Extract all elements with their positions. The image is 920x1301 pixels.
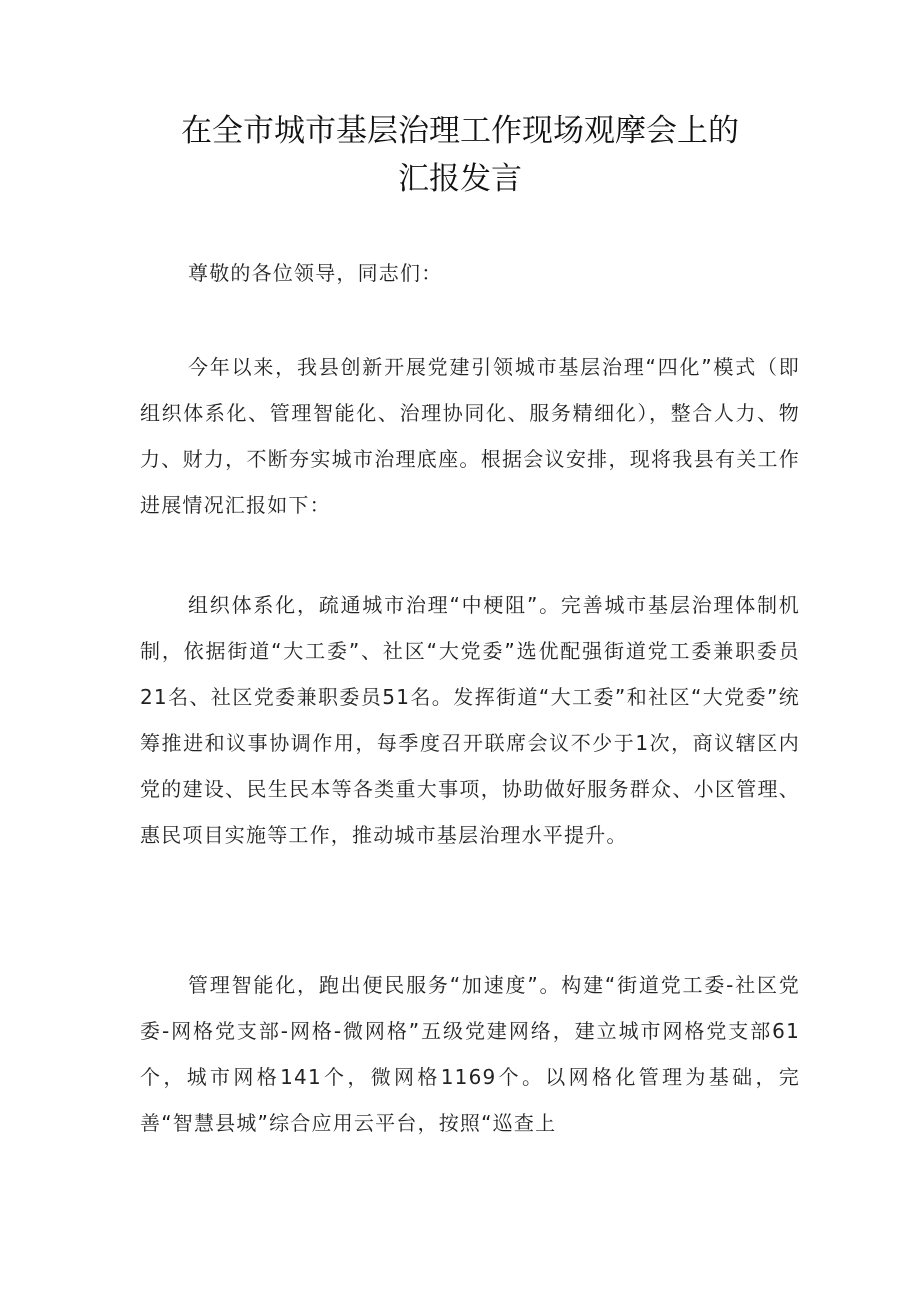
document-title-line-2: 汇报发言 <box>398 161 522 197</box>
organization-paragraph: 组织体系化，疏通城市治理“中梗阻”。完善城市基层治理体制机制，依据街道“大工委”、社区“大党委”选优配强街道党工委兼职委员21名、社区党委兼职委员51名。发挥街道“大工委”和社区“大党委”统筹推进和议事协调作用，每季度召开联席会议不少于1次，商议辖区内党的建设、民生民本等各类重大事项，协助做好服务群众、小区管理、惠民项目实施等工作，推动城市基层治理水平提升。 <box>140 593 800 847</box>
greeting-paragraph: 尊敬的各位领导，同志们： <box>188 261 443 285</box>
intro-paragraph: 今年以来，我县创新开展党建引领城市基层治理“四化”模式（即组织体系化、管理智能化、治理协同化、服务精细化），整合人力、物力、财力，不断夯实城市治理底座。根据会议安排，现将我县有关工作进展情况汇报如下： <box>140 355 800 517</box>
document-title-line-1: 在全市城市基层治理工作现场观摩会上的 <box>181 113 739 149</box>
management-paragraph: 管理智能化，跑出便民服务“加速度”。构建“街道党工委-社区党委-网格党支部-网格-微网格”五级党建网络，建立城市网格党支部61个，城市网格141个，微网格1169个。以网格化管理为基础，完善“智慧县城”综合应用云平台，按照“巡查上 <box>140 973 800 1135</box>
